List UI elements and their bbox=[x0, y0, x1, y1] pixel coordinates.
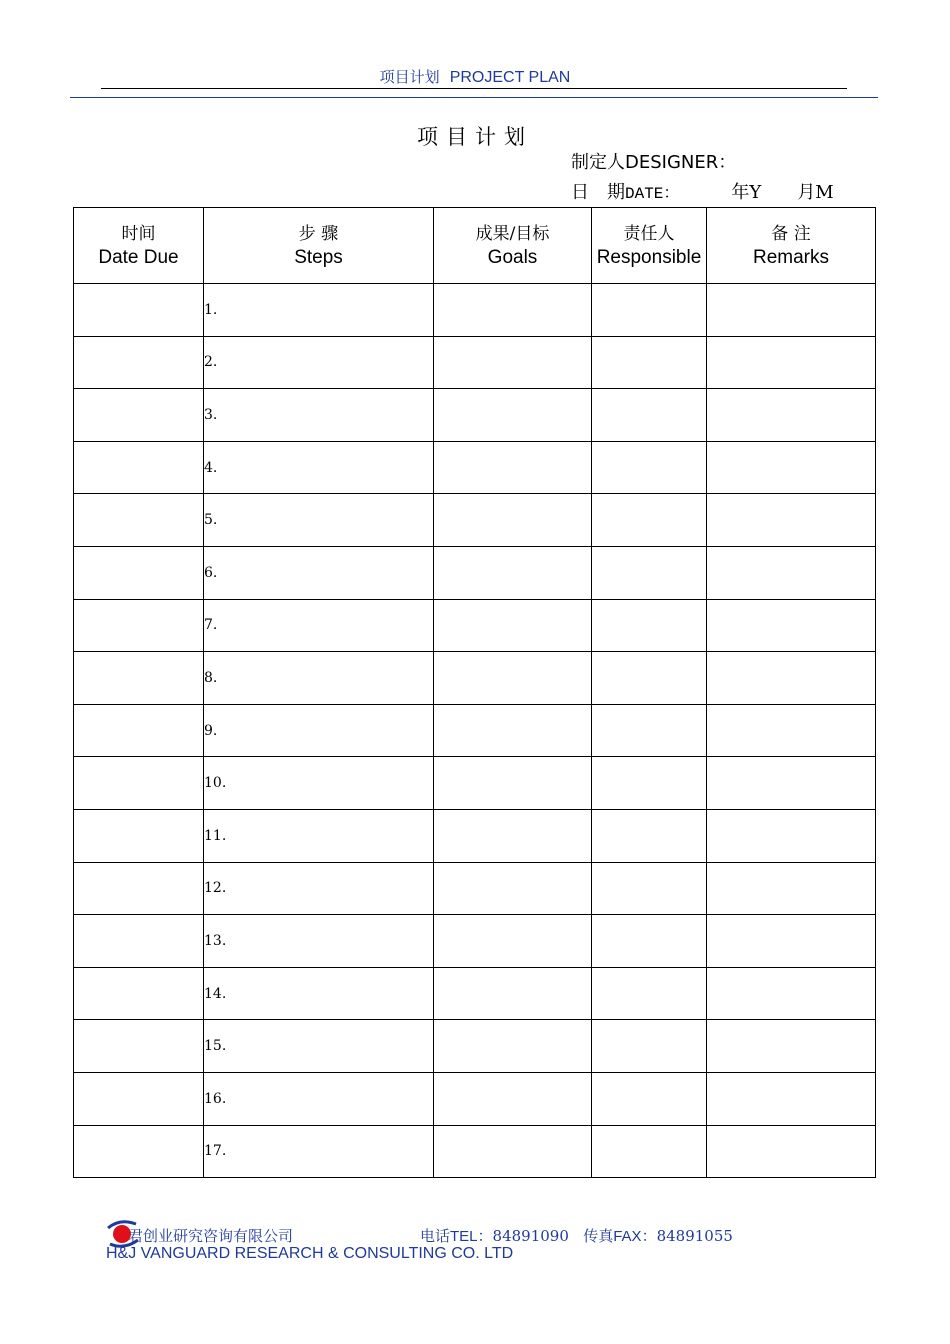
responsible-cell[interactable] bbox=[592, 1072, 707, 1125]
responsible-cell[interactable] bbox=[592, 704, 707, 757]
table-row bbox=[74, 757, 876, 810]
date-due-cell[interactable] bbox=[74, 757, 204, 810]
page-header bbox=[0, 66, 950, 87]
table-row bbox=[74, 652, 876, 705]
table-row bbox=[74, 441, 876, 494]
table-row bbox=[74, 915, 876, 968]
step-cell[interactable]: 1. bbox=[204, 284, 434, 337]
goals-cell[interactable] bbox=[434, 284, 592, 337]
remarks-cell[interactable] bbox=[707, 389, 876, 442]
responsible-cell[interactable] bbox=[592, 284, 707, 337]
table-row bbox=[74, 704, 876, 757]
column-header-remarks: 备 注 Remarks bbox=[707, 208, 876, 284]
date-due-cell[interactable] bbox=[74, 967, 204, 1020]
table-row bbox=[74, 389, 876, 442]
goals-cell[interactable] bbox=[434, 757, 592, 810]
date-due-cell[interactable] bbox=[74, 652, 204, 705]
step-cell[interactable]: 5. bbox=[204, 494, 434, 547]
header-title-cn: 项目计划 bbox=[379, 68, 440, 86]
responsible-cell[interactable] bbox=[592, 599, 707, 652]
remarks-cell[interactable] bbox=[707, 809, 876, 862]
table-row bbox=[74, 546, 876, 599]
table-row bbox=[74, 284, 876, 337]
date-due-cell[interactable] bbox=[74, 915, 204, 968]
remarks-cell[interactable] bbox=[707, 336, 876, 389]
remarks-cell[interactable] bbox=[707, 494, 876, 547]
table-row bbox=[74, 967, 876, 1020]
step-cell[interactable]: 10. bbox=[204, 757, 434, 810]
designer-field: 制定人DESIGNER： bbox=[571, 152, 737, 173]
table-header-row bbox=[74, 208, 876, 284]
step-cell[interactable]: 7. bbox=[204, 599, 434, 652]
remarks-cell[interactable] bbox=[707, 441, 876, 494]
responsible-cell[interactable] bbox=[592, 336, 707, 389]
responsible-cell[interactable] bbox=[592, 652, 707, 705]
responsible-cell[interactable] bbox=[592, 546, 707, 599]
goals-cell[interactable] bbox=[434, 967, 592, 1020]
goals-cell[interactable] bbox=[434, 441, 592, 494]
header-title-en: PROJECT PLAN bbox=[449, 69, 571, 86]
contact-info: 电话TEL：84891090 传真FAX：84891055 bbox=[420, 1227, 733, 1245]
year-label: 年Y bbox=[731, 182, 762, 203]
goals-cell[interactable] bbox=[434, 704, 592, 757]
tel-number: 84891090 bbox=[492, 1227, 569, 1245]
step-cell[interactable]: 4. bbox=[204, 441, 434, 494]
step-cell[interactable]: 12. bbox=[204, 862, 434, 915]
step-cell[interactable]: 11. bbox=[204, 809, 434, 862]
remarks-cell[interactable] bbox=[707, 546, 876, 599]
column-header-responsible: 责任人 Responsible bbox=[592, 208, 707, 284]
document-title: 项目计划 bbox=[417, 125, 533, 149]
month-label: 月M bbox=[797, 182, 834, 203]
date-due-cell[interactable] bbox=[74, 389, 204, 442]
responsible-cell[interactable] bbox=[592, 809, 707, 862]
goals-cell[interactable] bbox=[434, 1072, 592, 1125]
date-due-cell[interactable] bbox=[74, 494, 204, 547]
header-divider bbox=[101, 88, 847, 89]
remarks-cell[interactable] bbox=[707, 757, 876, 810]
step-cell[interactable]: 3. bbox=[204, 389, 434, 442]
step-cell[interactable]: 2. bbox=[204, 336, 434, 389]
goals-cell[interactable] bbox=[434, 599, 592, 652]
column-header-steps: 步 骤 Steps bbox=[204, 208, 434, 284]
responsible-cell[interactable] bbox=[592, 494, 707, 547]
date-due-cell[interactable] bbox=[74, 599, 204, 652]
table-row bbox=[74, 809, 876, 862]
table-row bbox=[74, 494, 876, 547]
date-due-cell[interactable] bbox=[74, 862, 204, 915]
remarks-cell[interactable] bbox=[707, 862, 876, 915]
remarks-cell[interactable] bbox=[707, 284, 876, 337]
company-name-en: H&J VANGUARD RESEARCH & CONSULTING CO. LTD bbox=[106, 1245, 514, 1262]
goals-cell[interactable] bbox=[434, 862, 592, 915]
step-cell[interactable]: 9. bbox=[204, 704, 434, 757]
company-name-cn: 君创业研究咨询有限公司 bbox=[128, 1227, 294, 1245]
goals-cell[interactable] bbox=[434, 389, 592, 442]
remarks-cell[interactable] bbox=[707, 1125, 876, 1178]
step-cell[interactable]: 13. bbox=[204, 915, 434, 968]
table-row bbox=[74, 862, 876, 915]
remarks-cell[interactable] bbox=[707, 915, 876, 968]
step-cell[interactable]: 8. bbox=[204, 652, 434, 705]
goals-cell[interactable] bbox=[434, 336, 592, 389]
date-due-cell[interactable] bbox=[74, 441, 204, 494]
goals-cell[interactable] bbox=[434, 546, 592, 599]
step-cell[interactable]: 16. bbox=[204, 1072, 434, 1125]
column-header-goals: 成果/目标 Goals bbox=[434, 208, 592, 284]
remarks-cell[interactable] bbox=[707, 1072, 876, 1125]
responsible-cell[interactable] bbox=[592, 389, 707, 442]
date-due-cell[interactable] bbox=[74, 546, 204, 599]
date-due-cell[interactable] bbox=[74, 1020, 204, 1073]
column-header-date-due: 时间 Date Due bbox=[74, 208, 204, 284]
responsible-cell[interactable] bbox=[592, 1020, 707, 1073]
responsible-cell[interactable] bbox=[592, 967, 707, 1020]
date-due-cell[interactable] bbox=[74, 1072, 204, 1125]
responsible-cell[interactable] bbox=[592, 862, 707, 915]
remarks-cell[interactable] bbox=[707, 652, 876, 705]
date-due-cell[interactable] bbox=[74, 336, 204, 389]
responsible-cell[interactable] bbox=[592, 1125, 707, 1178]
table-row bbox=[74, 599, 876, 652]
header-divider-blue bbox=[70, 97, 878, 98]
step-cell[interactable]: 14. bbox=[204, 967, 434, 1020]
step-cell[interactable]: 6. bbox=[204, 546, 434, 599]
page-footer bbox=[106, 1216, 866, 1276]
date-due-cell[interactable] bbox=[74, 704, 204, 757]
responsible-cell[interactable] bbox=[592, 757, 707, 810]
table-row bbox=[74, 336, 876, 389]
date-label-en: DATE： bbox=[625, 185, 680, 203]
date-due-cell[interactable] bbox=[74, 284, 204, 337]
table-row bbox=[74, 1020, 876, 1073]
goals-cell[interactable] bbox=[434, 652, 592, 705]
remarks-cell[interactable] bbox=[707, 704, 876, 757]
table-row bbox=[74, 1125, 876, 1178]
goals-cell[interactable] bbox=[434, 1125, 592, 1178]
goals-cell[interactable] bbox=[434, 494, 592, 547]
goals-cell[interactable] bbox=[434, 1020, 592, 1073]
remarks-cell[interactable] bbox=[707, 1020, 876, 1073]
remarks-cell[interactable] bbox=[707, 599, 876, 652]
goals-cell[interactable] bbox=[434, 809, 592, 862]
step-cell[interactable]: 17. bbox=[204, 1125, 434, 1178]
table-row bbox=[74, 1072, 876, 1125]
responsible-cell[interactable] bbox=[592, 441, 707, 494]
date-label-cn: 日 期 bbox=[571, 182, 625, 203]
project-plan-table bbox=[73, 207, 876, 1178]
fax-number: 84891055 bbox=[656, 1227, 733, 1245]
responsible-cell[interactable] bbox=[592, 915, 707, 968]
goals-cell[interactable] bbox=[434, 915, 592, 968]
date-due-cell[interactable] bbox=[74, 809, 204, 862]
remarks-cell[interactable] bbox=[707, 967, 876, 1020]
date-due-cell[interactable] bbox=[74, 1125, 204, 1178]
step-cell[interactable]: 15. bbox=[204, 1020, 434, 1073]
date-field bbox=[571, 178, 834, 204]
